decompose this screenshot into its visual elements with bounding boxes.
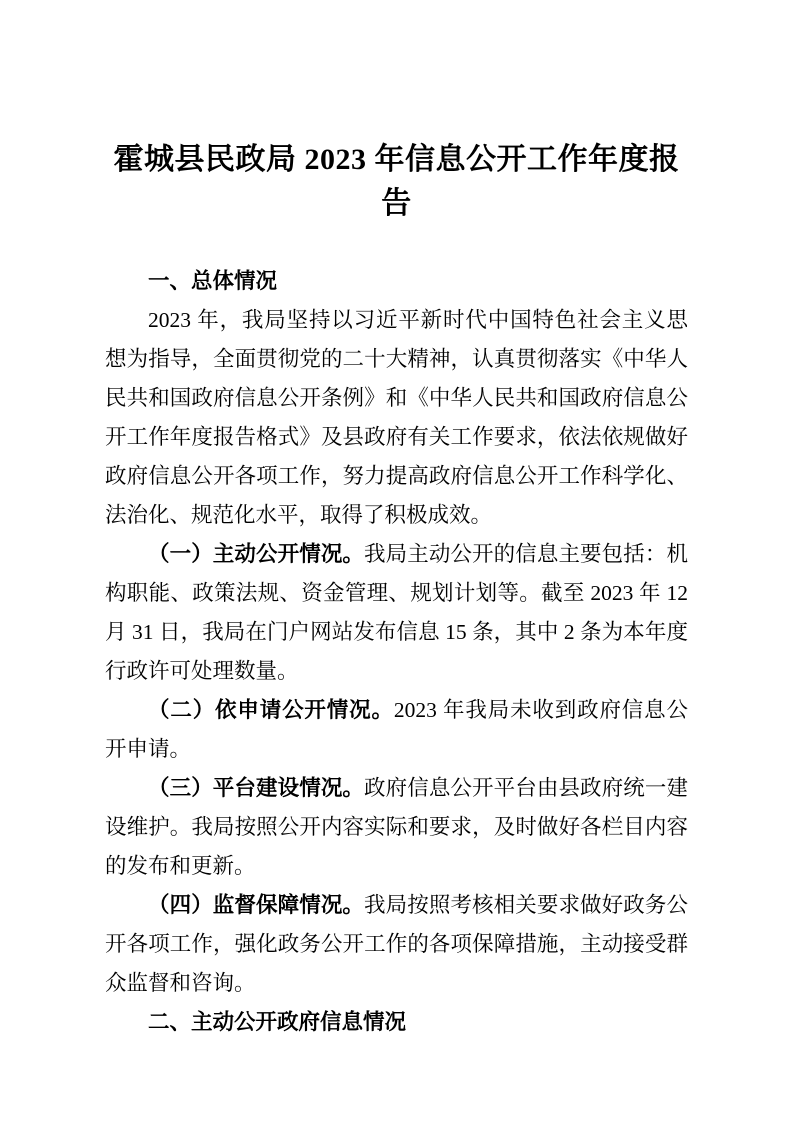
paragraph-text: 我局主动公开的信息主要包括：机构职能、政策法规、资金管理、规划计划等。截至 2023 年 12 月 31 日，我局在门户网站发布信息 15 条，其中 2 条为本年度行政许可处理数量。 [105,542,688,683]
paragraph-item-1 [105,535,688,691]
paragraph-text: 2023 年我局未收到政府信息公开申请。 [105,698,688,761]
paragraph-lead: （四）监督保障情况。 [148,893,365,917]
section-heading-proactive-disclosure: 二、主动公开政府信息情况 [148,1010,407,1034]
paragraph-text: 政府信息公开平台由县政府统一建设维护。我局按照公开内容实际和要求，及时做好各栏目内容的发布和更新。 [105,776,688,878]
paragraph-item-2 [105,691,688,769]
paragraph-item-4 [105,886,688,1003]
paragraph-lead: （二）依申请公开情况。 [148,698,394,722]
paragraph-lead: （三）平台建设情况。 [148,776,365,800]
paragraph-lead: （一）主动公开情况。 [148,542,365,566]
paragraph-overview: 2023 年，我局坚持以习近平新时代中国特色社会主义思想为指导，全面贯彻党的二十大精神，认真贯彻落实《中华人民共和国政府信息公开条例》和《中华人民共和国政府信息公开工作年度报告格式》及县政府有关工作要求，依法依规做好政府信息公开各项工作，努力提高政府信息公开工作科学化、法治化、规范化水平，取得了积极成效。 [105,308,688,527]
paragraph-text: 我局按照考核相关要求做好政务公开各项工作，强化政务公开工作的各项保障措施，主动接受群众监督和咨询。 [105,893,688,995]
document-title: 霍城县民政局 2023 年信息公开工作年度报告 [113,143,680,220]
section-heading-overview: 一、总体情况 [148,269,278,293]
paragraph-item-3 [105,769,688,886]
